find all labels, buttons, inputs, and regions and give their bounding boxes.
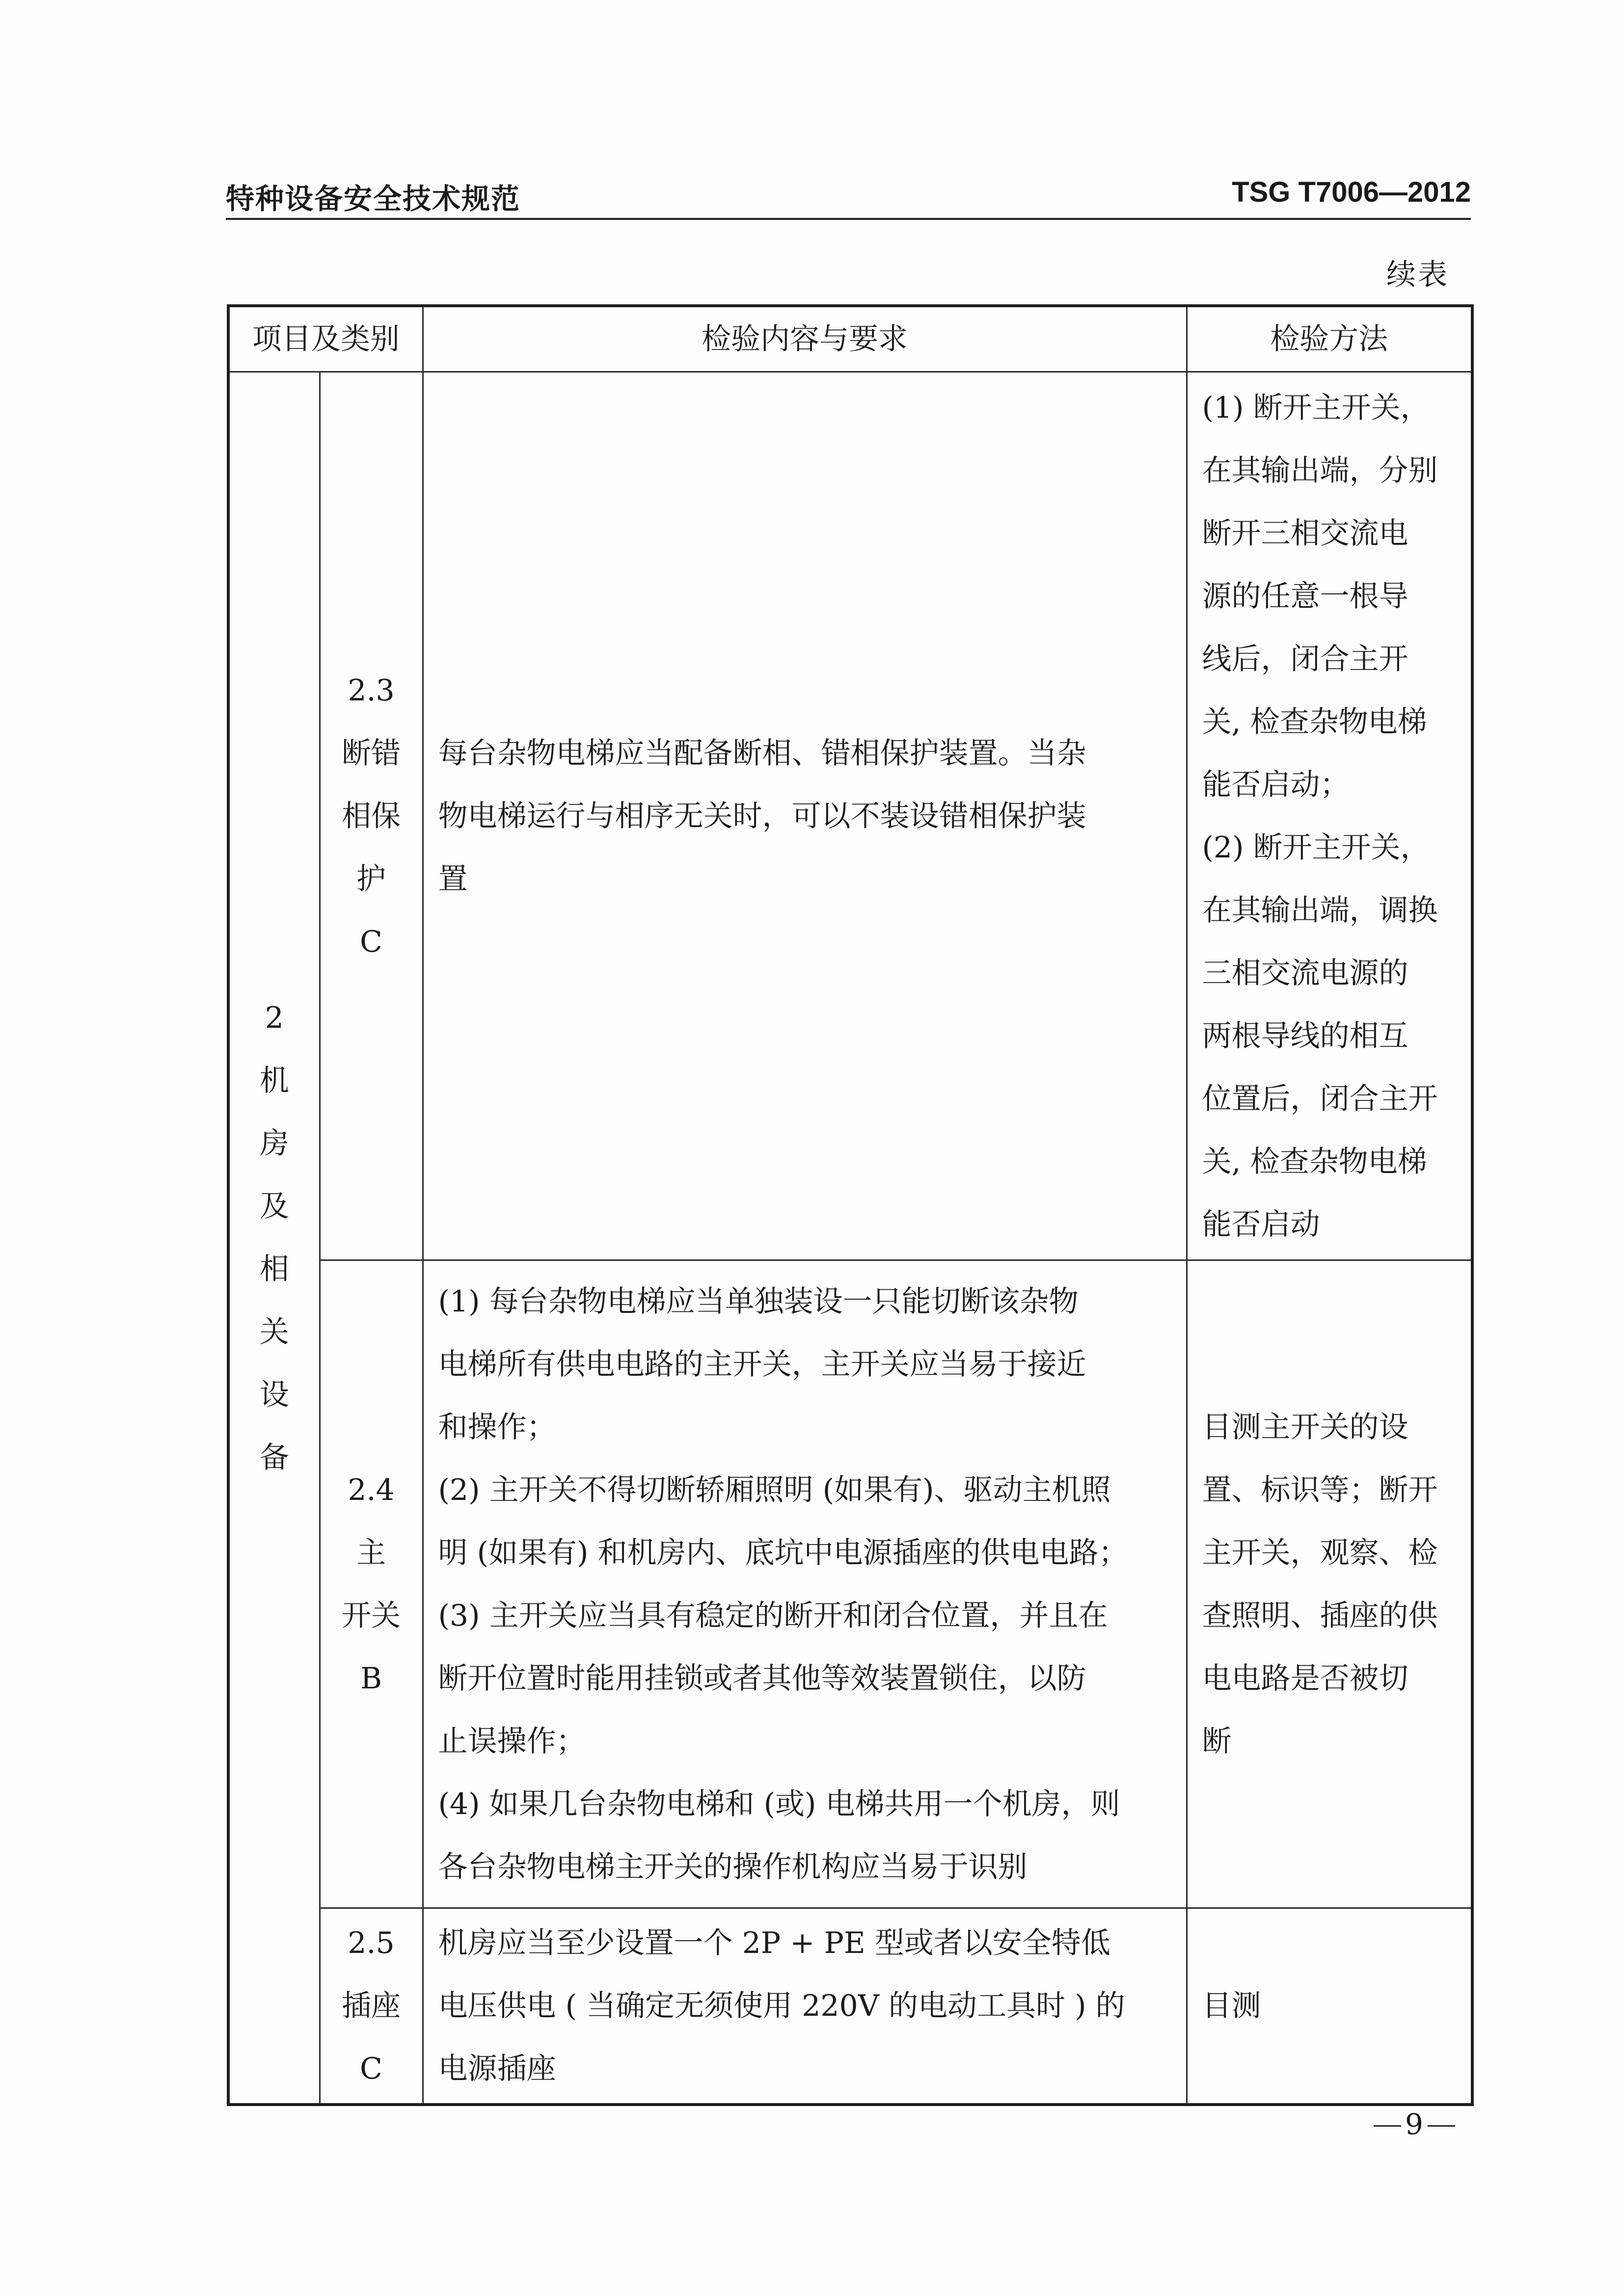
item-line: 插座 (342, 1988, 401, 2023)
method-line: 在其输出端，调换 (1202, 893, 1438, 928)
group-title-char: 关 (259, 1314, 289, 1349)
group-title-char: 相 (259, 1252, 289, 1286)
footer-rule-right (1428, 2125, 1455, 2127)
content-line: (1) 每台杂物电梯应当单独装设一只能切断该杂物 (438, 1284, 1079, 1319)
footer-rule-left (1374, 2125, 1401, 2127)
item-line: 相保 (342, 799, 401, 833)
content-line: 和操作； (438, 1410, 556, 1444)
method-line: 电电路是否被切 (1202, 1661, 1408, 1696)
content-line: 止误操作； (438, 1724, 586, 1759)
content-line: 置 (438, 861, 468, 896)
item-line: 2.3 (348, 673, 395, 708)
item-line: C (360, 2051, 382, 2086)
method-line: 在其输出端，分别 (1202, 453, 1438, 488)
header-category: 项目及类别 (228, 306, 423, 372)
content-line: (2) 主开关不得切断轿厢照明 (如果有)、驱动主机照 (438, 1472, 1111, 1507)
item-cell (320, 372, 423, 1260)
table-row (228, 1260, 1472, 1908)
content-cell (423, 372, 1187, 1260)
method-line: 三相交流电源的 (1202, 956, 1408, 990)
method-line: 两根导线的相互 (1202, 1018, 1408, 1053)
method-line: 能否启动 (1202, 1207, 1320, 1242)
group-title-char: 及 (259, 1189, 289, 1224)
method-cell (1187, 1260, 1472, 1908)
table-row (228, 1908, 1472, 2105)
group-title-char: 备 (259, 1440, 289, 1475)
method-line: 置、标识等；断开 (1202, 1472, 1438, 1507)
item-line: 2.4 (348, 1472, 395, 1507)
content-line: 明 (如果有) 和机房内、底坑中电源插座的供电电路； (438, 1535, 1128, 1570)
content-cell (423, 1908, 1187, 2105)
header-rule (226, 218, 1471, 220)
item-cell (320, 1260, 423, 1908)
method-line: 能否启动； (1202, 767, 1350, 802)
method-line: 断 (1202, 1724, 1232, 1759)
item-line: B (360, 1661, 382, 1696)
header-method: 检验方法 (1187, 306, 1472, 372)
method-line: 关, 检查杂物电梯 (1202, 1144, 1427, 1179)
content-line: 电压供电 ( 当确定无须使用 220V 的电动工具时 ) 的 (438, 1988, 1125, 2023)
method-line: 线后，闭合主开 (1202, 641, 1408, 676)
method-line: 断开三相交流电 (1202, 516, 1408, 551)
content-line: (4) 如果几台杂物电梯和 (或) 电梯共用一个机房，则 (438, 1787, 1120, 1821)
content-line: 每台杂物电梯应当配备断相、错相保护装置。当杂 (438, 736, 1086, 771)
method-cell (1187, 372, 1472, 1260)
item-line: 护 (356, 861, 386, 896)
group-title-char: 设 (259, 1377, 289, 1412)
group-cell (228, 372, 320, 2105)
method-cell (1187, 1908, 1472, 2105)
item-cell (320, 1908, 423, 2105)
method-line: (2) 断开主开关， (1202, 830, 1430, 865)
method-line: 目测 (1202, 1988, 1261, 2023)
header-standard-code: TSG T7006—2012 (1232, 176, 1471, 208)
item-line: C (360, 924, 382, 959)
method-line: 查照明、插座的供 (1202, 1598, 1438, 1633)
content-line: 机房应当至少设置一个 2P + PE 型或者以安全特低 (438, 1925, 1110, 1960)
content-line: 电源插座 (438, 2051, 556, 2086)
method-line: 源的任意一根导 (1202, 579, 1408, 614)
content-line: 各台杂物电梯主开关的操作机构应当易于识别 (438, 1849, 1028, 1884)
method-line: 目测主开关的设 (1202, 1410, 1408, 1444)
continued-label: 续表 (1386, 258, 1449, 292)
method-line: 主开关，观察、检 (1202, 1535, 1438, 1570)
item-line: 2.5 (348, 1925, 395, 1960)
content-line: (3) 主开关应当具有稳定的断开和闭合位置，并且在 (438, 1598, 1108, 1633)
header-content: 检验内容与要求 (423, 306, 1187, 372)
group-number: 2 (265, 1000, 284, 1035)
group-title-char: 房 (259, 1126, 289, 1161)
table-row (228, 372, 1472, 1260)
method-line: 关, 检查杂物电梯 (1202, 704, 1427, 739)
page-number: 9 (1405, 2108, 1423, 2141)
group-title-char: 机 (259, 1063, 289, 1098)
content-line: 电梯所有供电电路的主开关，主开关应当易于接近 (438, 1347, 1086, 1382)
item-line: 断错 (342, 736, 401, 771)
method-line: 位置后，闭合主开 (1202, 1081, 1438, 1116)
method-line: (1) 断开主开关， (1202, 390, 1430, 425)
content-cell (423, 1260, 1187, 1908)
header-title: 特种设备安全技术规范 (226, 182, 521, 215)
content-line: 断开位置时能用挂锁或者其他等效装置锁住，以防 (438, 1661, 1086, 1696)
item-line: 开关 (342, 1598, 401, 1633)
inspection-table (227, 304, 1474, 2106)
item-line: 主 (356, 1535, 386, 1570)
content-line: 物电梯运行与相序无关时，可以不装设错相保护装 (438, 799, 1086, 833)
table-header-row (228, 306, 1472, 372)
